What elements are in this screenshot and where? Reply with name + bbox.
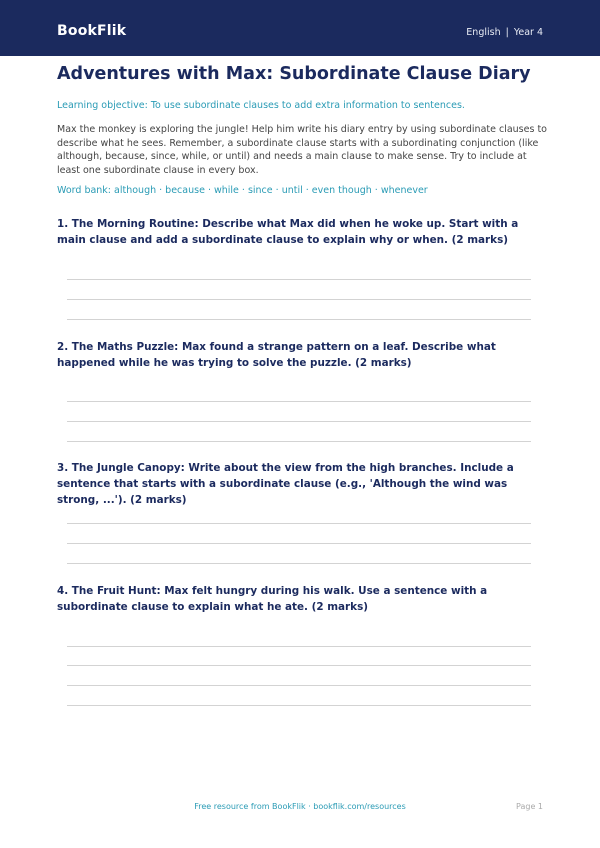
- year-label: Year 4: [513, 27, 543, 38]
- answer-line[interactable]: [67, 705, 531, 706]
- header-bar: [0, 0, 600, 56]
- answer-line[interactable]: [67, 279, 531, 280]
- meta-separator: |: [505, 27, 509, 38]
- answer-line[interactable]: [67, 543, 531, 544]
- question-3: 3. The Jungle Canopy: Write about the view from the high branches. Include a sentence that starts with a subordinate clause (e.g., 'Although the wind was strong, ...'). (2 marks): [57, 462, 514, 506]
- question-2: 2. The Maths Puzzle: Max found a strange pattern on a leaf. Describe what happened while he was trying to solve the puzzle. (2 marks): [57, 341, 496, 369]
- answer-line[interactable]: [67, 299, 531, 300]
- worksheet-title: Adventures with Max: Subordinate Clause Diary: [57, 64, 531, 84]
- footer-credit[interactable]: Free resource from BookFlik · bookflik.com/resources: [194, 802, 406, 811]
- answer-line[interactable]: [67, 665, 531, 666]
- question-4: 4. The Fruit Hunt: Max felt hungry during his walk. Use a sentence with a subordinate clause to explain what he ate. (2 marks): [57, 585, 488, 613]
- answer-line[interactable]: [67, 401, 531, 402]
- answer-line[interactable]: [67, 441, 531, 442]
- answer-line[interactable]: [67, 646, 531, 647]
- page-number: Page 1: [516, 802, 543, 811]
- learning-objective: Learning objective: To use subordinate clauses to add extra information to sentences.: [57, 100, 465, 111]
- answer-line[interactable]: [67, 523, 531, 524]
- answer-line[interactable]: [67, 563, 531, 564]
- question-1: 1. The Morning Routine: Describe what Max did when he woke up. Start with a main clause and add a subordinate clause to explain why or when. (2 marks): [57, 218, 519, 246]
- intro-paragraph: Max the monkey is exploring the jungle! Help him write his diary entry by using subordinate clauses to describe what he sees. Remember, a subordinate clause starts with a subordinating conjunction (like although, because, since, while, or until) and needs a main clause to make sense. Try to include at least one subordinate clause in every box.: [57, 124, 547, 176]
- word-bank: Word bank: although · because · while · since · until · even though · whenever: [57, 185, 428, 196]
- answer-line[interactable]: [67, 319, 531, 320]
- answer-line[interactable]: [67, 685, 531, 686]
- header-meta: [466, 27, 543, 38]
- subject-label: English: [466, 27, 501, 38]
- answer-line[interactable]: [67, 421, 531, 422]
- brand-logo[interactable]: BookFlik: [57, 23, 127, 39]
